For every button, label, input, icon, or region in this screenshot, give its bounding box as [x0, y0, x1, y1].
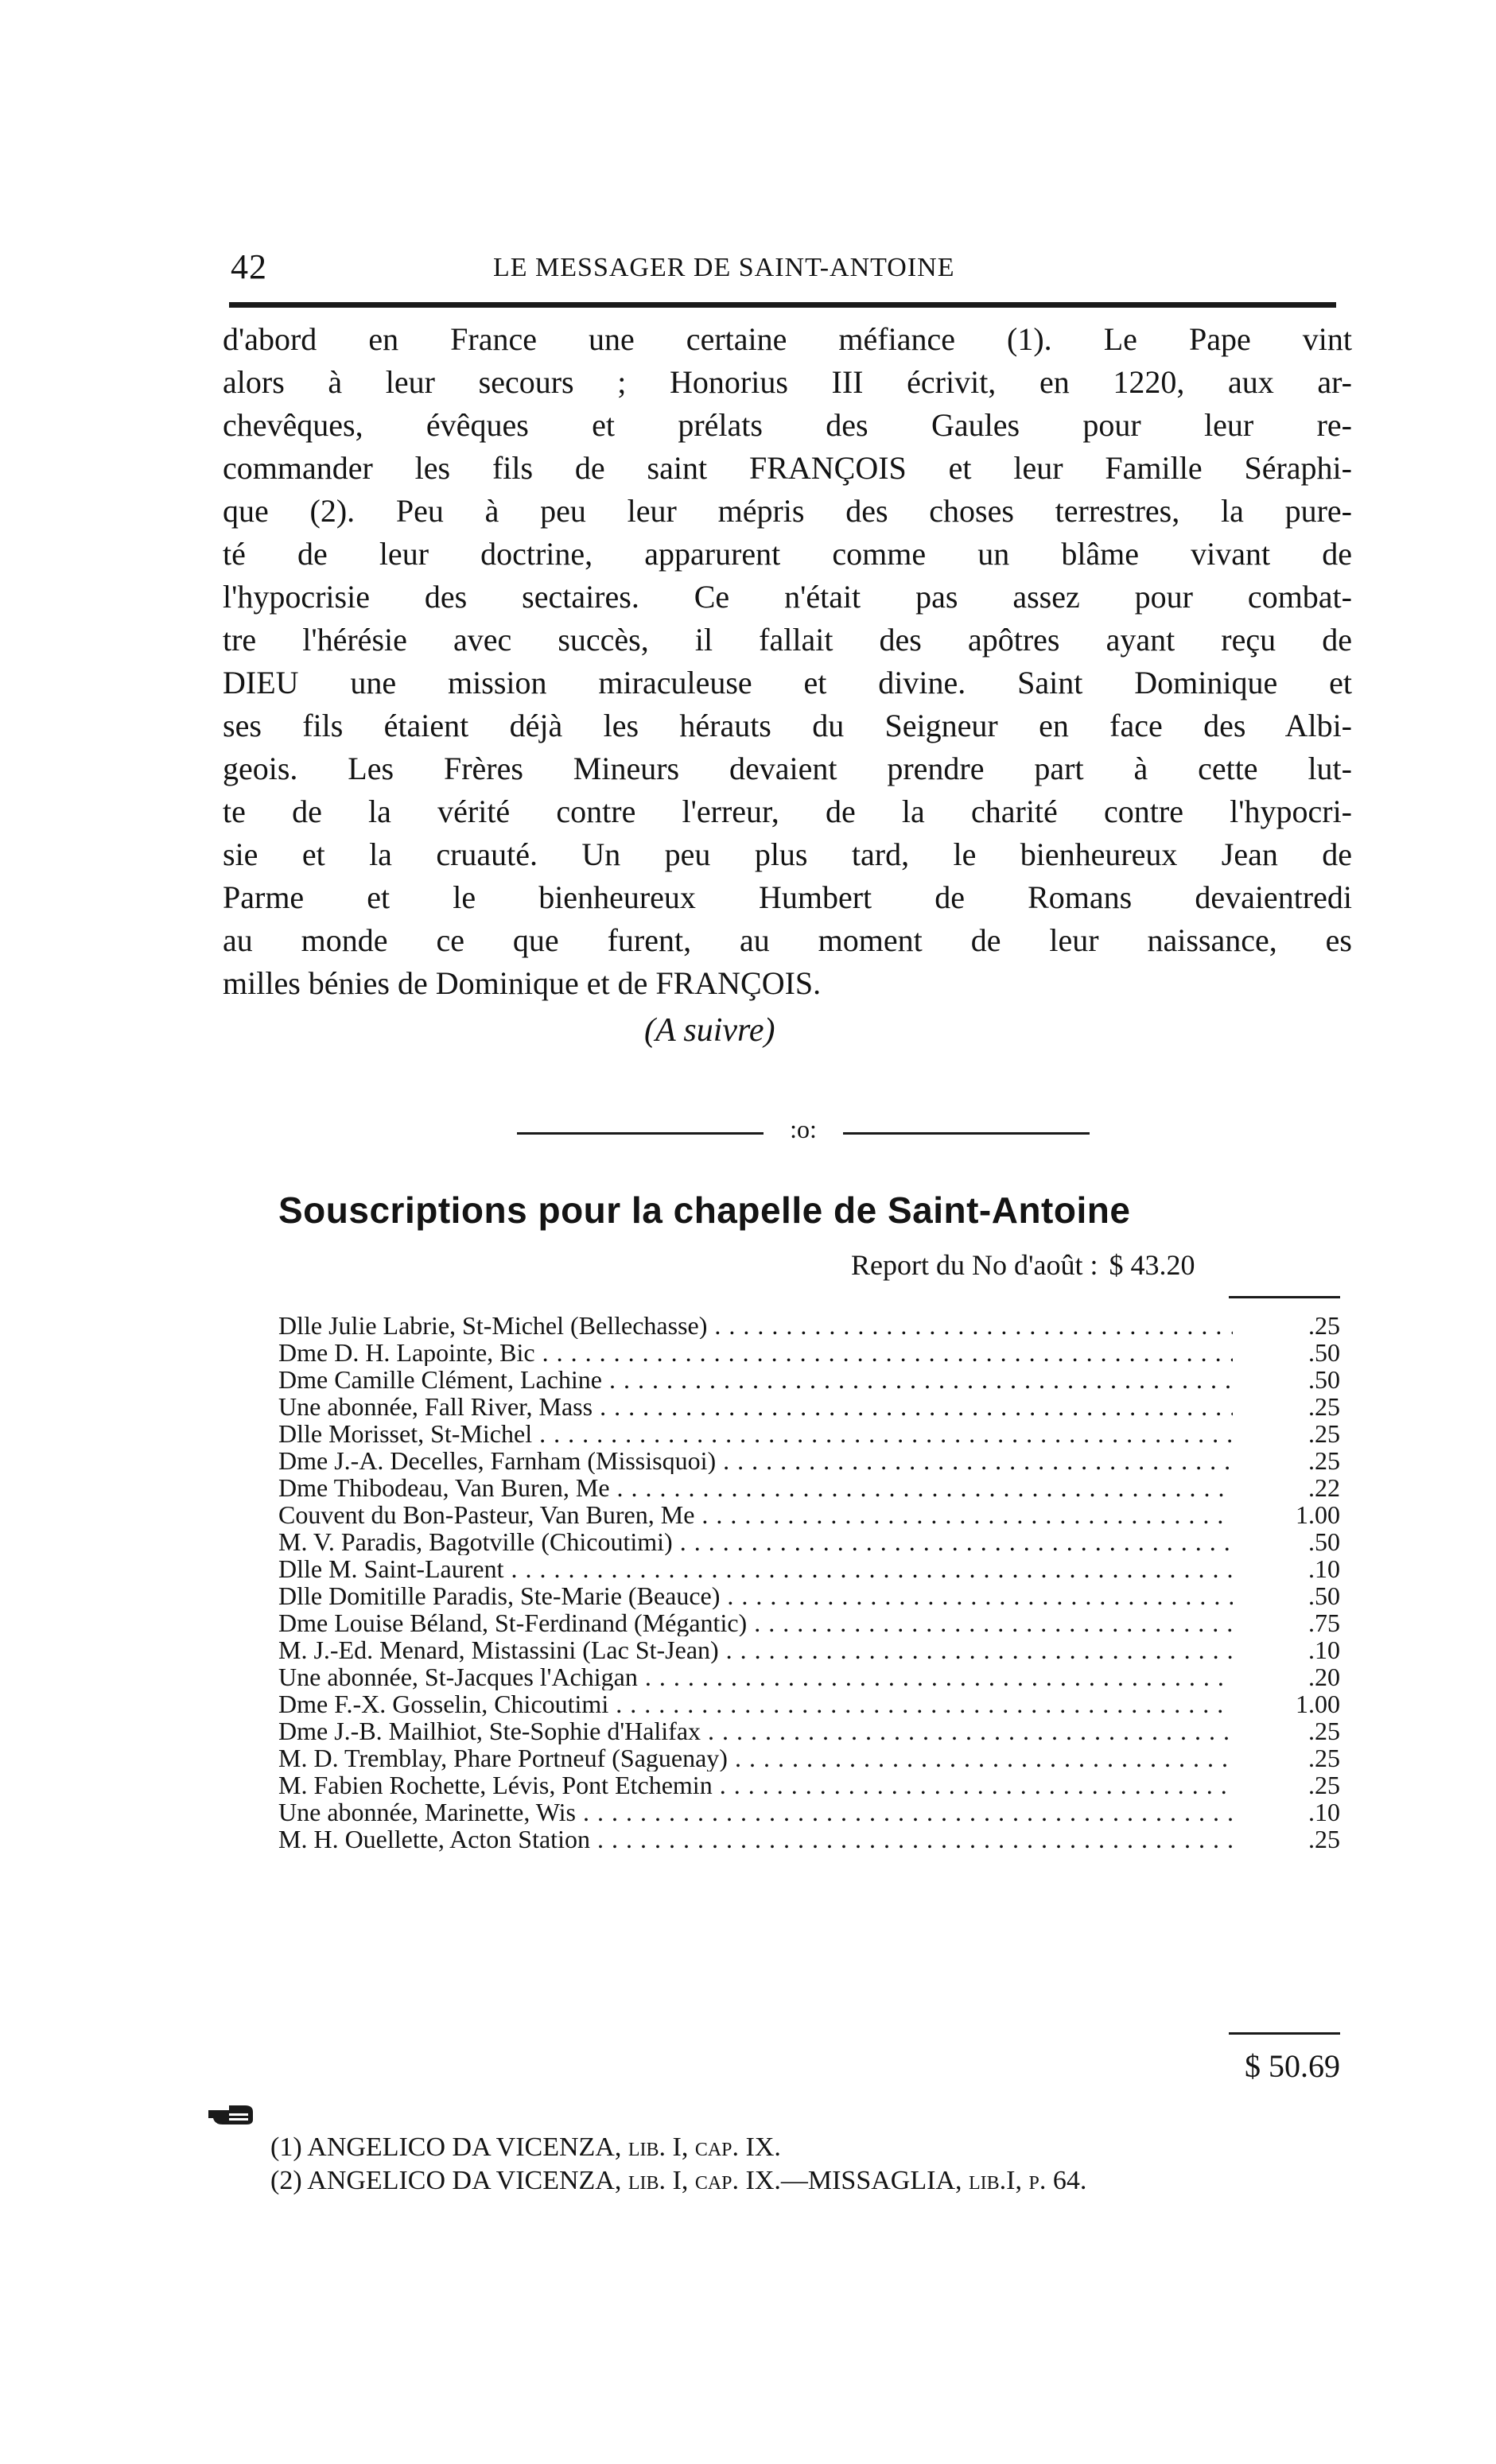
subscription-amount: .25	[1308, 1446, 1340, 1475]
list-item	[278, 1366, 1340, 1393]
list-item	[278, 1312, 1340, 1339]
amount-column-rule	[1229, 1296, 1340, 1298]
page-header	[231, 246, 1336, 294]
body-line: que (2). Peu à peu leur mépris des choses terrestres, la pure-	[223, 493, 1352, 529]
report-label: Report du No d'août :	[851, 1249, 1098, 1281]
subscriptions-total: $ 50.69	[1245, 2048, 1340, 2084]
subscriber-name: Dlle Domitille Paradis, Ste-Marie (Beauce) . . .	[278, 1582, 1233, 1609]
body-line: Parme et le bienheureux Humbert de Romans devaientredi	[223, 879, 1352, 915]
list-item	[278, 1826, 1340, 1853]
list-item	[278, 1771, 1340, 1799]
list-item	[278, 1555, 1340, 1582]
pointing-hand-icon	[205, 2099, 261, 2131]
body-line: au monde ce que furent, au moment de leur naissance, es	[223, 922, 1352, 958]
subscription-amount: .50	[1308, 1581, 1340, 1610]
list-item	[278, 1690, 1340, 1717]
list-item	[278, 1799, 1340, 1826]
body-line: geois. Les Frères Mineurs devaient prendre part à cette lut-	[223, 751, 1352, 786]
subscription-amount: .25	[1308, 1825, 1340, 1853]
subscription-amount: .25	[1308, 1392, 1340, 1421]
subscription-amount: .50	[1308, 1365, 1340, 1394]
body-line: ses fils étaient déjà les hérauts du Seigneur en face des Albi-	[223, 708, 1352, 743]
list-item	[278, 1447, 1340, 1474]
subscriber-name: Dme Thibodeau, Van Buren, Me . . .	[278, 1474, 1233, 1501]
subscriber-name: Dme J.-B. Mailhiot, Ste-Sophie d'Halifax . . .	[278, 1717, 1233, 1744]
body-line: d'abord en France une certaine méfiance (1). Le Pape vint	[223, 321, 1352, 357]
subscription-amount: .20	[1308, 1663, 1340, 1691]
subscriber-name: M. Fabien Rochette, Lévis, Pont Etchemin . . .	[278, 1771, 1233, 1799]
subscription-amount: .25	[1308, 1717, 1340, 1745]
list-item	[278, 1636, 1340, 1663]
subscriber-name: Dme F.-X. Gosselin, Chicoutimi . . .	[278, 1690, 1233, 1717]
separator-mark: :o:	[790, 1115, 817, 1143]
subscription-amount: .25	[1308, 1311, 1340, 1340]
section-separator	[517, 1115, 1090, 1147]
body-line: chevêques, évêques et prélats des Gaules pour leur re-	[223, 407, 1352, 443]
list-item	[278, 1663, 1340, 1690]
subscription-amount: .10	[1308, 1636, 1340, 1664]
report-line	[851, 1248, 1195, 1282]
body-line: sie et la cruauté. Un peu plus tard, le bienheureux Jean de	[223, 836, 1352, 872]
list-item	[278, 1609, 1340, 1636]
header-rule	[229, 302, 1336, 308]
subscriber-name: Une abonnée, Marinette, Wis . . .	[278, 1799, 1233, 1826]
footnotes	[270, 2131, 1336, 2198]
page-number: 42	[231, 247, 267, 286]
subscription-amount: .75	[1308, 1608, 1340, 1637]
body-line: té de leur doctrine, apparurent comme un blâme vivant de	[223, 536, 1352, 572]
footnote: (1) ANGELICO DA VICENZA, lib. I, cap. IX.	[270, 2132, 781, 2162]
subscriber-name: Dme Camille Clément, Lachine . . .	[278, 1366, 1233, 1393]
to-be-continued: (A suivre)	[644, 1012, 775, 1049]
list-item	[278, 1474, 1340, 1501]
subscriber-name: Dlle Morisset, St-Michel . . .	[278, 1420, 1233, 1447]
body-line: alors à leur secours ; Honorius III écrivit, en 1220, aux ar-	[223, 364, 1352, 400]
subscription-amount: 1.00	[1296, 1690, 1340, 1718]
subscription-amount: .22	[1308, 1473, 1340, 1502]
subscriber-name: Dlle Julie Labrie, St-Michel (Bellechasse) . . .	[278, 1312, 1233, 1339]
body-line: DIEU une mission miraculeuse et divine. Saint Dominique et	[223, 665, 1352, 700]
subscriber-name: Dme Louise Béland, St-Ferdinand (Mégantic) . . .	[278, 1609, 1233, 1636]
report-amount: $ 43.20	[1109, 1249, 1195, 1281]
separator-rule-right	[843, 1132, 1090, 1135]
list-item	[278, 1528, 1340, 1555]
body-text	[223, 318, 1352, 1005]
body-line: commander les fils de saint FRANÇOIS et leur Famille Séraphi-	[223, 450, 1352, 486]
list-item	[278, 1420, 1340, 1447]
subscriber-name: M. H. Ouellette, Acton Station . . .	[278, 1826, 1233, 1853]
subscriber-name: M. D. Tremblay, Phare Portneuf (Saguenay) . . .	[278, 1744, 1233, 1771]
subscription-amount: .10	[1308, 1554, 1340, 1583]
list-item	[278, 1339, 1340, 1366]
subscriber-name: Dme D. H. Lapointe, Bic . . .	[278, 1339, 1233, 1366]
subscriber-name: M. V. Paradis, Bagotville (Chicoutimi) . . .	[278, 1528, 1233, 1555]
subscription-amount: 1.00	[1296, 1500, 1340, 1529]
subscriber-name: Une abonnée, Fall River, Mass . . .	[278, 1393, 1233, 1420]
subscriber-name: Couvent du Bon-Pasteur, Van Buren, Me . . .	[278, 1501, 1233, 1528]
subscriber-name: M. J.-Ed. Menard, Mistassini (Lac St-Jean) . . .	[278, 1636, 1233, 1663]
subscription-amount: .50	[1308, 1527, 1340, 1556]
list-item	[278, 1744, 1340, 1771]
list-item	[278, 1393, 1340, 1420]
running-head: LE MESSAGER DE SAINT-ANTOINE	[493, 253, 955, 282]
list-item	[278, 1582, 1340, 1609]
subscriber-name: Une abonnée, St-Jacques l'Achigan . . .	[278, 1663, 1233, 1690]
body-line: te de la vérité contre l'erreur, de la charité contre l'hypocri-	[223, 794, 1352, 829]
subscriber-name: Dlle M. Saint-Laurent . . .	[278, 1555, 1233, 1582]
body-line: l'hypocrisie des sectaires. Ce n'était pas assez pour combat-	[223, 579, 1352, 615]
body-line: tre l'hérésie avec succès, il fallait des apôtres ayant reçu de	[223, 622, 1352, 658]
list-item	[278, 1717, 1340, 1744]
subscriptions-list	[278, 1312, 1340, 1853]
subscription-amount: .25	[1308, 1771, 1340, 1799]
subscription-amount: .50	[1308, 1338, 1340, 1367]
subscription-amount: .25	[1308, 1744, 1340, 1772]
subscriptions-title: Souscriptions pour la chapelle de Saint-Antoine	[278, 1189, 1131, 1231]
subscriber-name: Dme J.-A. Decelles, Farnham (Missisquoi) . . .	[278, 1447, 1233, 1474]
list-item	[278, 1501, 1340, 1528]
footnote: (2) ANGELICO DA VICENZA, lib. I, cap. IX.—MISSAGLIA, lib.I, p. 64.	[270, 2166, 1087, 2195]
subscription-amount: .25	[1308, 1419, 1340, 1448]
subscription-amount: .10	[1308, 1798, 1340, 1826]
total-rule	[1229, 2032, 1340, 2035]
body-line: milles bénies de Dominique et de FRANÇOIS.	[223, 965, 822, 1001]
